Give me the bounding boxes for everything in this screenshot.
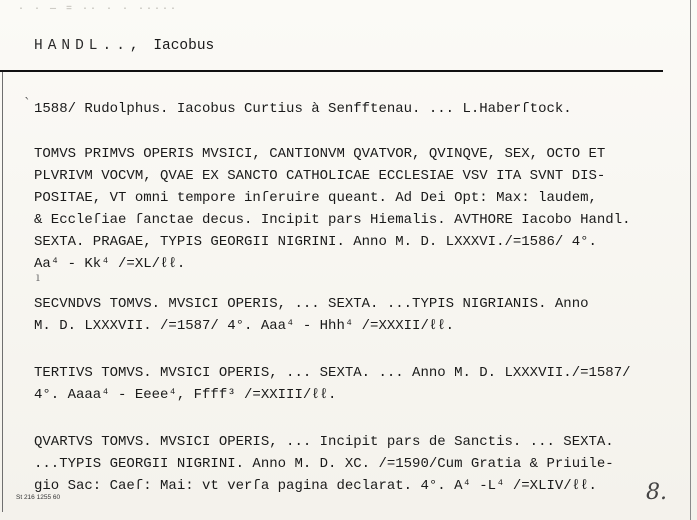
entry-line: Aa⁴ - Kk⁴ /=XL/ℓℓ. bbox=[34, 256, 186, 272]
ink-mark: ` bbox=[24, 96, 31, 112]
entry-tomus-primus bbox=[34, 143, 654, 275]
entry-secundus-tomus bbox=[34, 293, 654, 337]
entry-line: PLVRIVM VOCVM, QVAE EX SANCTO CATHOLICAE ECCLESIAE VSV ITA SVNT DIS- bbox=[34, 168, 606, 184]
entry-line: SECVNDVS TOMVS. MVSICI OPERIS, ... SEXTA. ...TYPIS NIGRIANIS. Anno bbox=[34, 296, 589, 312]
entry-line: TOMVS PRIMVS OPERIS MVSICI, CANTIONVM QVATVOR, QVINQVE, SEX, OCTO ET bbox=[34, 146, 606, 162]
header-comma: , bbox=[129, 38, 139, 54]
ink-mark: ı bbox=[36, 270, 40, 284]
entry-line: POSITAE, VT omni tempore inſeruire queant. Ad Dei Opt: Max: laudem, bbox=[34, 190, 597, 206]
entry-publication-note bbox=[34, 98, 654, 120]
entry-line: 4°. Aaaa⁴ - Eeee⁴, Ffff³ /=XXIII/ℓℓ. bbox=[34, 387, 337, 403]
faint-top-text: · · — = ·· · · ····· bbox=[18, 4, 179, 15]
entry-line: ...TYPIS GEORGII NIGRINI. Anno M. D. XC. /=1590/Cum Gratia & Priuile- bbox=[34, 456, 614, 472]
entry-line: & Eccleſiae ſanctae decus. Incipit pars Hiemalis. AVTHORE Iacobo Handl. bbox=[34, 212, 631, 228]
entry-line: SEXTA. PRAGAE, TYPIS GEORGII NIGRINI. Anno M. D. LXXXVI./=1586/ 4°. bbox=[34, 234, 597, 250]
catalog-number: St 216 1255 60 bbox=[16, 494, 61, 501]
author-given-name: Iacobus bbox=[153, 38, 215, 54]
entry-tertius-tomus bbox=[34, 362, 654, 406]
card-header bbox=[34, 38, 214, 54]
left-margin-rule bbox=[2, 72, 3, 512]
author-surname: HANDL.. bbox=[34, 38, 130, 54]
handwritten-number: 8. bbox=[646, 480, 667, 505]
entry-line: gio Sac: Caeſ: Mai: vt verſa pagina declarat. 4°. A⁴ -L⁴ /=XLIV/ℓℓ. bbox=[34, 478, 597, 494]
entry-line: 1588/ Rudolphus. Iacobus Curtius à Senfftenau. ... L.Haberſtock. bbox=[34, 101, 572, 117]
entry-line: TERTIVS TOMVS. MVSICI OPERIS, ... SEXTA. ... Anno M. D. LXXXVII./=1587/ bbox=[34, 365, 631, 381]
entry-quartus-tomus bbox=[34, 431, 654, 497]
right-edge-rule bbox=[690, 0, 691, 520]
entry-line: QVARTVS TOMVS. MVSICI OPERIS, ... Incipit pars de Sanctis. ... SEXTA. bbox=[34, 434, 614, 450]
header-rule bbox=[0, 70, 663, 72]
entry-line: M. D. LXXXVII. /=1587/ 4°. Aaa⁴ - Hhh⁴ /=XXXII/ℓℓ. bbox=[34, 318, 455, 334]
